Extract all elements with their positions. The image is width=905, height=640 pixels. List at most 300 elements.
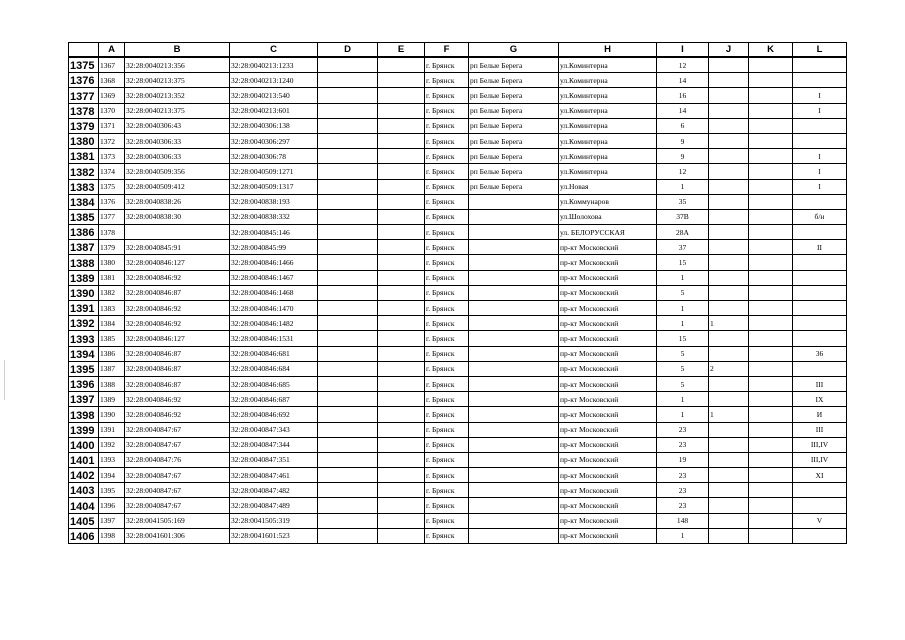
cell-f[interactable]: г. Брянск: [425, 118, 469, 133]
cell-c[interactable]: 32:28:0040213:1233: [230, 57, 318, 73]
cell-h[interactable]: ул.Коминтерна: [559, 73, 657, 88]
cell-h[interactable]: ул.Новая: [559, 179, 657, 194]
cell-k[interactable]: [749, 255, 793, 270]
cell-b[interactable]: 32:28:0040846:87: [125, 346, 230, 361]
cell-d[interactable]: [318, 209, 378, 224]
cell-g[interactable]: [469, 437, 559, 452]
cell-g[interactable]: [469, 255, 559, 270]
cell-i[interactable]: 1: [657, 270, 709, 285]
cell-e[interactable]: [378, 483, 425, 498]
row-header[interactable]: 1386: [69, 225, 99, 240]
cell-f[interactable]: г. Брянск: [425, 331, 469, 346]
cell-j[interactable]: [709, 118, 749, 133]
cell-j[interactable]: [709, 255, 749, 270]
cell-f[interactable]: г. Брянск: [425, 468, 469, 483]
cell-j[interactable]: [709, 285, 749, 300]
cell-f[interactable]: г. Брянск: [425, 528, 469, 543]
cell-h[interactable]: пр-кт Московский: [559, 361, 657, 376]
cell-c[interactable]: 32:28:0040847:343: [230, 422, 318, 437]
cell-e[interactable]: [378, 392, 425, 407]
cell-e[interactable]: [378, 118, 425, 133]
cell-e[interactable]: [378, 316, 425, 331]
cell-k[interactable]: [749, 316, 793, 331]
cell-g[interactable]: [469, 392, 559, 407]
cell-i[interactable]: 1: [657, 301, 709, 316]
cell-c[interactable]: 32:28:0040846:685: [230, 376, 318, 391]
cell-b[interactable]: 32:28:0040846:92: [125, 316, 230, 331]
cell-f[interactable]: г. Брянск: [425, 301, 469, 316]
cell-b[interactable]: 32:28:0040213:356: [125, 57, 230, 73]
cell-k[interactable]: [749, 194, 793, 209]
cell-k[interactable]: [749, 179, 793, 194]
row-header[interactable]: 1376: [69, 73, 99, 88]
cell-l[interactable]: 36: [793, 346, 847, 361]
column-header-k[interactable]: K: [749, 43, 793, 58]
column-header-a[interactable]: A: [99, 43, 125, 58]
cell-j[interactable]: [709, 164, 749, 179]
cell-h[interactable]: ул.Коминтерна: [559, 164, 657, 179]
cell-h[interactable]: ул. БЕЛОРУССКАЯ: [559, 225, 657, 240]
cell-e[interactable]: [378, 240, 425, 255]
cell-i[interactable]: 6: [657, 118, 709, 133]
column-header-h[interactable]: H: [559, 43, 657, 58]
cell-j[interactable]: [709, 437, 749, 452]
cell-k[interactable]: [749, 209, 793, 224]
cell-b[interactable]: 32:28:0040845:91: [125, 240, 230, 255]
cell-f[interactable]: г. Брянск: [425, 57, 469, 73]
cell-k[interactable]: [749, 164, 793, 179]
cell-e[interactable]: [378, 57, 425, 73]
cell-b[interactable]: 32:28:0040838:30: [125, 209, 230, 224]
cell-h[interactable]: пр-кт Московский: [559, 270, 657, 285]
column-header-g[interactable]: G: [469, 43, 559, 58]
cell-e[interactable]: [378, 225, 425, 240]
cell-h[interactable]: пр-кт Московский: [559, 392, 657, 407]
cell-c[interactable]: 32:28:0040838:332: [230, 209, 318, 224]
cell-f[interactable]: г. Брянск: [425, 498, 469, 513]
cell-h[interactable]: пр-кт Московский: [559, 240, 657, 255]
cell-c[interactable]: 32:28:0040846:1467: [230, 270, 318, 285]
cell-i[interactable]: 19: [657, 452, 709, 467]
cell-i[interactable]: 23: [657, 498, 709, 513]
cell-d[interactable]: [318, 301, 378, 316]
cell-d[interactable]: [318, 103, 378, 118]
cell-h[interactable]: пр-кт Московский: [559, 437, 657, 452]
cell-j[interactable]: 1: [709, 316, 749, 331]
row-header[interactable]: 1400: [69, 437, 99, 452]
cell-c[interactable]: 32:28:0040846:1468: [230, 285, 318, 300]
cell-j[interactable]: [709, 346, 749, 361]
cell-l[interactable]: [793, 483, 847, 498]
cell-e[interactable]: [378, 149, 425, 164]
cell-e[interactable]: [378, 73, 425, 88]
cell-f[interactable]: г. Брянск: [425, 392, 469, 407]
row-header[interactable]: 1394: [69, 346, 99, 361]
cell-d[interactable]: [318, 240, 378, 255]
cell-e[interactable]: [378, 285, 425, 300]
cell-b[interactable]: 32:28:0040847:67: [125, 483, 230, 498]
cell-h[interactable]: пр-кт Московский: [559, 483, 657, 498]
cell-a[interactable]: 1377: [99, 209, 125, 224]
cell-l[interactable]: I: [793, 149, 847, 164]
cell-a[interactable]: 1393: [99, 452, 125, 467]
cell-g[interactable]: [469, 513, 559, 528]
cell-l[interactable]: [793, 255, 847, 270]
cell-e[interactable]: [378, 376, 425, 391]
cell-k[interactable]: [749, 528, 793, 543]
cell-k[interactable]: [749, 392, 793, 407]
row-header[interactable]: 1392: [69, 316, 99, 331]
cell-i[interactable]: 1: [657, 528, 709, 543]
cell-f[interactable]: г. Брянск: [425, 285, 469, 300]
cell-b[interactable]: 32:28:0040847:67: [125, 468, 230, 483]
cell-i[interactable]: 14: [657, 103, 709, 118]
cell-c[interactable]: 32:28:0040306:297: [230, 133, 318, 148]
cell-j[interactable]: [709, 468, 749, 483]
cell-f[interactable]: г. Брянск: [425, 361, 469, 376]
cell-d[interactable]: [318, 164, 378, 179]
cell-f[interactable]: г. Брянск: [425, 164, 469, 179]
cell-e[interactable]: [378, 164, 425, 179]
cell-a[interactable]: 1382: [99, 285, 125, 300]
cell-c[interactable]: 32:28:0040838:193: [230, 194, 318, 209]
cell-l[interactable]: III: [793, 422, 847, 437]
cell-b[interactable]: 32:28:0040846:92: [125, 301, 230, 316]
cell-b[interactable]: 32:28:0040846:87: [125, 361, 230, 376]
cell-j[interactable]: 2: [709, 361, 749, 376]
row-header[interactable]: 1399: [69, 422, 99, 437]
cell-g[interactable]: рп Белые Берега: [469, 149, 559, 164]
cell-i[interactable]: 28А: [657, 225, 709, 240]
cell-e[interactable]: [378, 437, 425, 452]
cell-e[interactable]: [378, 331, 425, 346]
cell-k[interactable]: [749, 149, 793, 164]
cell-j[interactable]: [709, 422, 749, 437]
cell-i[interactable]: 15: [657, 331, 709, 346]
cell-a[interactable]: 1392: [99, 437, 125, 452]
cell-f[interactable]: г. Брянск: [425, 316, 469, 331]
cell-i[interactable]: 23: [657, 468, 709, 483]
cell-d[interactable]: [318, 149, 378, 164]
cell-c[interactable]: 32:28:0040846:1466: [230, 255, 318, 270]
cell-c[interactable]: 32:28:0040306:138: [230, 118, 318, 133]
cell-a[interactable]: 1379: [99, 240, 125, 255]
cell-b[interactable]: 32:28:0040509:356: [125, 164, 230, 179]
row-header[interactable]: 1387: [69, 240, 99, 255]
cell-g[interactable]: [469, 301, 559, 316]
cell-d[interactable]: [318, 88, 378, 103]
cell-k[interactable]: [749, 468, 793, 483]
cell-e[interactable]: [378, 209, 425, 224]
row-header[interactable]: 1377: [69, 88, 99, 103]
cell-a[interactable]: 1396: [99, 498, 125, 513]
cell-a[interactable]: 1368: [99, 73, 125, 88]
cell-e[interactable]: [378, 133, 425, 148]
cell-k[interactable]: [749, 483, 793, 498]
cell-d[interactable]: [318, 73, 378, 88]
cell-j[interactable]: [709, 103, 749, 118]
row-header[interactable]: 1397: [69, 392, 99, 407]
cell-g[interactable]: рп Белые Берега: [469, 88, 559, 103]
column-header-f[interactable]: F: [425, 43, 469, 58]
corner-header-cell[interactable]: [69, 43, 99, 58]
cell-c[interactable]: 32:28:0040846:692: [230, 407, 318, 422]
cell-b[interactable]: 32:28:0040846:87: [125, 376, 230, 391]
cell-b[interactable]: 32:28:0040306:43: [125, 118, 230, 133]
cell-k[interactable]: [749, 133, 793, 148]
cell-l[interactable]: [793, 225, 847, 240]
cell-i[interactable]: 9: [657, 149, 709, 164]
row-header[interactable]: 1384: [69, 194, 99, 209]
cell-j[interactable]: [709, 301, 749, 316]
cell-d[interactable]: [318, 225, 378, 240]
cell-j[interactable]: [709, 133, 749, 148]
cell-j[interactable]: 1: [709, 407, 749, 422]
cell-d[interactable]: [318, 194, 378, 209]
cell-l[interactable]: [793, 194, 847, 209]
cell-c[interactable]: 32:28:0040306:78: [230, 149, 318, 164]
cell-d[interactable]: [318, 331, 378, 346]
cell-a[interactable]: 1389: [99, 392, 125, 407]
cell-i[interactable]: 1: [657, 392, 709, 407]
cell-k[interactable]: [749, 498, 793, 513]
cell-d[interactable]: [318, 407, 378, 422]
cell-l[interactable]: III,IV: [793, 437, 847, 452]
cell-g[interactable]: [469, 376, 559, 391]
cell-b[interactable]: 32:28:0040213:375: [125, 73, 230, 88]
cell-h[interactable]: пр-кт Московский: [559, 301, 657, 316]
cell-l[interactable]: I: [793, 88, 847, 103]
row-header[interactable]: 1388: [69, 255, 99, 270]
cell-g[interactable]: [469, 270, 559, 285]
cell-b[interactable]: [125, 225, 230, 240]
cell-i[interactable]: 23: [657, 437, 709, 452]
cell-e[interactable]: [378, 498, 425, 513]
row-header[interactable]: 1380: [69, 133, 99, 148]
cell-h[interactable]: пр-кт Московский: [559, 346, 657, 361]
cell-l[interactable]: I: [793, 103, 847, 118]
cell-l[interactable]: [793, 361, 847, 376]
cell-g[interactable]: [469, 194, 559, 209]
column-header-l[interactable]: L: [793, 43, 847, 58]
cell-c[interactable]: 32:28:0040213:1240: [230, 73, 318, 88]
cell-c[interactable]: 32:28:0040213:601: [230, 103, 318, 118]
cell-j[interactable]: [709, 194, 749, 209]
cell-b[interactable]: 32:28:0040847:67: [125, 437, 230, 452]
cell-g[interactable]: [469, 346, 559, 361]
cell-a[interactable]: 1385: [99, 331, 125, 346]
cell-l[interactable]: [793, 57, 847, 73]
cell-b[interactable]: 32:28:0040846:92: [125, 270, 230, 285]
cell-a[interactable]: 1376: [99, 194, 125, 209]
cell-i[interactable]: 5: [657, 285, 709, 300]
cell-l[interactable]: [793, 118, 847, 133]
cell-a[interactable]: 1390: [99, 407, 125, 422]
row-header[interactable]: 1381: [69, 149, 99, 164]
cell-i[interactable]: 23: [657, 483, 709, 498]
cell-c[interactable]: 32:28:0040845:99: [230, 240, 318, 255]
cell-l[interactable]: II: [793, 240, 847, 255]
column-header-i[interactable]: I: [657, 43, 709, 58]
cell-c[interactable]: 32:28:0040846:1470: [230, 301, 318, 316]
cell-g[interactable]: [469, 528, 559, 543]
cell-d[interactable]: [318, 57, 378, 73]
cell-l[interactable]: I: [793, 164, 847, 179]
cell-k[interactable]: [749, 331, 793, 346]
cell-f[interactable]: г. Брянск: [425, 103, 469, 118]
row-header[interactable]: 1379: [69, 118, 99, 133]
cell-i[interactable]: 16: [657, 88, 709, 103]
cell-i[interactable]: 12: [657, 57, 709, 73]
cell-a[interactable]: 1367: [99, 57, 125, 73]
cell-l[interactable]: [793, 316, 847, 331]
cell-g[interactable]: [469, 225, 559, 240]
cell-b[interactable]: 32:28:0040846:87: [125, 285, 230, 300]
cell-c[interactable]: 32:28:0040846:681: [230, 346, 318, 361]
cell-e[interactable]: [378, 194, 425, 209]
cell-i[interactable]: 12: [657, 164, 709, 179]
cell-a[interactable]: 1381: [99, 270, 125, 285]
cell-f[interactable]: г. Брянск: [425, 422, 469, 437]
cell-h[interactable]: пр-кт Московский: [559, 513, 657, 528]
cell-e[interactable]: [378, 422, 425, 437]
cell-b[interactable]: 32:28:0040847:67: [125, 498, 230, 513]
cell-c[interactable]: 32:28:0040509:1271: [230, 164, 318, 179]
cell-e[interactable]: [378, 346, 425, 361]
cell-g[interactable]: рп Белые Берега: [469, 133, 559, 148]
cell-j[interactable]: [709, 179, 749, 194]
cell-b[interactable]: 32:28:0040838:26: [125, 194, 230, 209]
cell-j[interactable]: [709, 528, 749, 543]
cell-g[interactable]: [469, 422, 559, 437]
cell-h[interactable]: ул.Коминтерна: [559, 88, 657, 103]
cell-d[interactable]: [318, 513, 378, 528]
cell-k[interactable]: [749, 270, 793, 285]
cell-f[interactable]: г. Брянск: [425, 346, 469, 361]
cell-h[interactable]: пр-кт Московский: [559, 331, 657, 346]
cell-b[interactable]: 32:28:0041601:306: [125, 528, 230, 543]
cell-f[interactable]: г. Брянск: [425, 179, 469, 194]
cell-k[interactable]: [749, 225, 793, 240]
cell-h[interactable]: ул.Коминтерна: [559, 118, 657, 133]
cell-a[interactable]: 1394: [99, 468, 125, 483]
row-header[interactable]: 1401: [69, 452, 99, 467]
cell-d[interactable]: [318, 133, 378, 148]
cell-d[interactable]: [318, 270, 378, 285]
cell-g[interactable]: [469, 285, 559, 300]
cell-b[interactable]: 32:28:0040213:375: [125, 103, 230, 118]
cell-a[interactable]: 1384: [99, 316, 125, 331]
cell-a[interactable]: 1397: [99, 513, 125, 528]
cell-c[interactable]: 32:28:0040846:687: [230, 392, 318, 407]
cell-h[interactable]: ул.Коминтерна: [559, 57, 657, 73]
cell-c[interactable]: 32:28:0040213:540: [230, 88, 318, 103]
cell-d[interactable]: [318, 392, 378, 407]
cell-d[interactable]: [318, 452, 378, 467]
cell-k[interactable]: [749, 103, 793, 118]
cell-j[interactable]: [709, 392, 749, 407]
cell-l[interactable]: XI: [793, 468, 847, 483]
row-header[interactable]: 1404: [69, 498, 99, 513]
cell-l[interactable]: [793, 331, 847, 346]
cell-a[interactable]: 1370: [99, 103, 125, 118]
cell-e[interactable]: [378, 452, 425, 467]
cell-g[interactable]: [469, 498, 559, 513]
cell-a[interactable]: 1378: [99, 225, 125, 240]
row-header[interactable]: 1395: [69, 361, 99, 376]
cell-b[interactable]: 32:28:0041505:169: [125, 513, 230, 528]
cell-f[interactable]: г. Брянск: [425, 194, 469, 209]
cell-h[interactable]: ул.Коммунаров: [559, 194, 657, 209]
cell-b[interactable]: 32:28:0040846:127: [125, 331, 230, 346]
cell-h[interactable]: пр-кт Московский: [559, 528, 657, 543]
cell-j[interactable]: [709, 483, 749, 498]
row-header[interactable]: 1396: [69, 376, 99, 391]
cell-k[interactable]: [749, 240, 793, 255]
cell-j[interactable]: [709, 452, 749, 467]
row-header[interactable]: 1403: [69, 483, 99, 498]
cell-d[interactable]: [318, 498, 378, 513]
cell-g[interactable]: рп Белые Берега: [469, 179, 559, 194]
cell-l[interactable]: III: [793, 376, 847, 391]
cell-h[interactable]: пр-кт Московский: [559, 376, 657, 391]
cell-e[interactable]: [378, 255, 425, 270]
cell-d[interactable]: [318, 118, 378, 133]
cell-c[interactable]: 32:28:0040847:461: [230, 468, 318, 483]
cell-c[interactable]: 32:28:0040846:1482: [230, 316, 318, 331]
row-header[interactable]: 1385: [69, 209, 99, 224]
cell-j[interactable]: [709, 225, 749, 240]
cell-d[interactable]: [318, 422, 378, 437]
cell-d[interactable]: [318, 285, 378, 300]
cell-a[interactable]: 1398: [99, 528, 125, 543]
cell-k[interactable]: [749, 422, 793, 437]
cell-e[interactable]: [378, 103, 425, 118]
cell-f[interactable]: г. Брянск: [425, 73, 469, 88]
cell-g[interactable]: [469, 240, 559, 255]
cell-k[interactable]: [749, 407, 793, 422]
cell-i[interactable]: 148: [657, 513, 709, 528]
cell-h[interactable]: пр-кт Московский: [559, 316, 657, 331]
cell-h[interactable]: пр-кт Московский: [559, 285, 657, 300]
cell-i[interactable]: 14: [657, 73, 709, 88]
cell-h[interactable]: ул.Шолохова: [559, 209, 657, 224]
cell-k[interactable]: [749, 73, 793, 88]
cell-k[interactable]: [749, 88, 793, 103]
row-header[interactable]: 1402: [69, 468, 99, 483]
row-header[interactable]: 1383: [69, 179, 99, 194]
cell-h[interactable]: пр-кт Московский: [559, 255, 657, 270]
cell-k[interactable]: [749, 513, 793, 528]
cell-c[interactable]: 32:28:0040847:344: [230, 437, 318, 452]
cell-k[interactable]: [749, 346, 793, 361]
column-header-e[interactable]: E: [378, 43, 425, 58]
cell-l[interactable]: [793, 285, 847, 300]
cell-j[interactable]: [709, 513, 749, 528]
cell-i[interactable]: 37: [657, 240, 709, 255]
cell-e[interactable]: [378, 88, 425, 103]
cell-f[interactable]: г. Брянск: [425, 240, 469, 255]
cell-a[interactable]: 1369: [99, 88, 125, 103]
cell-c[interactable]: 32:28:0040847:482: [230, 483, 318, 498]
row-header[interactable]: 1382: [69, 164, 99, 179]
row-header[interactable]: 1406: [69, 528, 99, 543]
cell-i[interactable]: 9: [657, 133, 709, 148]
cell-h[interactable]: пр-кт Московский: [559, 498, 657, 513]
cell-c[interactable]: 32:28:0040509:1317: [230, 179, 318, 194]
cell-b[interactable]: 32:28:0040846:92: [125, 392, 230, 407]
cell-c[interactable]: 32:28:0040847:489: [230, 498, 318, 513]
